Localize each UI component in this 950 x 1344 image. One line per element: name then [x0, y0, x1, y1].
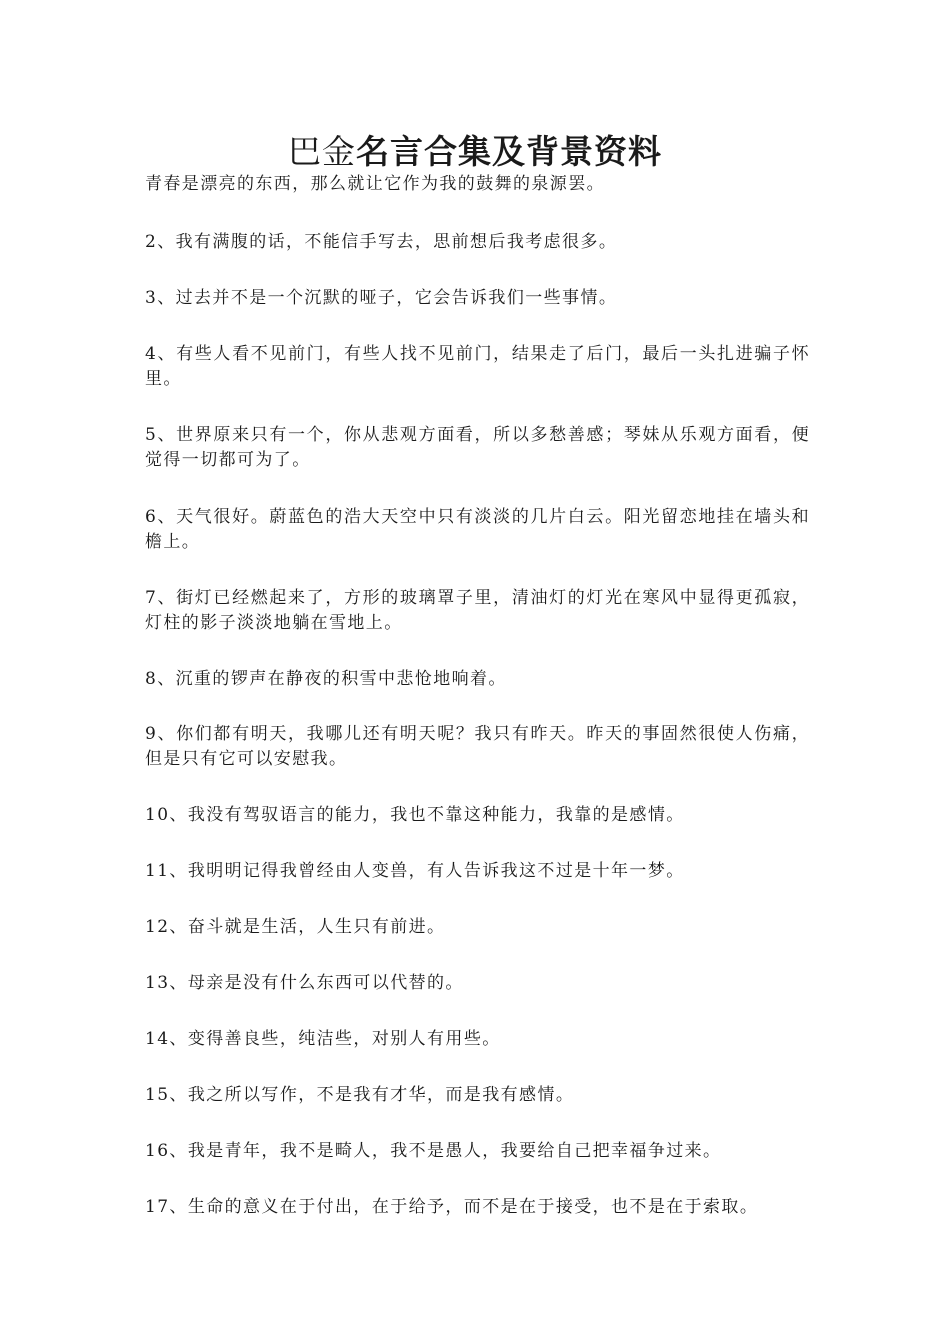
quote-paragraph: 6、天气很好。蔚蓝色的浩大天空中只有淡淡的几片白云。阳光留恋地挂在墙头和檐上。: [145, 507, 810, 552]
quote-paragraph: 17、生命的意义在于付出，在于给予，而不是在于接受，也不是在于索取。: [145, 1197, 759, 1217]
quote-paragraph: 10、我没有驾驭语言的能力，我也不靠这种能力，我靠的是感情。: [145, 805, 685, 825]
quote-paragraph: 5、世界原来只有一个，你从悲观方面看，所以多愁善感；琴妹从乐观方面看，便觉得一切都可为了。: [145, 425, 810, 470]
quote-paragraph: 9、你们都有明天，我哪儿还有明天呢？我只有昨天。昨天的事固然很使人伤痛，但是只有它可以安慰我。: [145, 724, 810, 769]
quote-paragraph: 青春是漂亮的东西，那么就让它作为我的鼓舞的泉源罢。: [145, 174, 605, 194]
title-author: 巴金: [288, 132, 356, 171]
quote-paragraph: 14、变得善良些，纯洁些，对别人有用些。: [145, 1029, 501, 1049]
quote-paragraph: 2、我有满腹的话，不能信手写去，思前想后我考虑很多。: [145, 232, 618, 252]
quote-paragraph: 15、我之所以写作，不是我有才华，而是我有感情。: [145, 1085, 575, 1105]
quote-paragraph: 8、沉重的锣声在静夜的积雪中悲怆地响着。: [145, 669, 507, 689]
quote-paragraph: 7、街灯已经燃起来了，方形的玻璃罩子里，清油灯的灯光在寒风中显得更孤寂，灯柱的影子淡淡地躺在雪地上。: [145, 588, 810, 633]
quote-paragraph: 13、母亲是没有什么东西可以代替的。: [145, 973, 464, 993]
quote-paragraph: 12、奋斗就是生活，人生只有前进。: [145, 917, 446, 937]
document-title: [0, 128, 950, 176]
quote-paragraph: 3、过去并不是一个沉默的哑子，它会告诉我们一些事情。: [145, 288, 618, 308]
quote-paragraph: 11、我明明记得我曾经由人变兽，有人告诉我这不过是十年一梦。: [145, 861, 685, 881]
quote-paragraph: 4、有些人看不见前门，有些人找不见前门，结果走了后门，最后一头扎进骗子怀里。: [145, 344, 810, 389]
quote-paragraph: 16、我是青年，我不是畸人，我不是愚人，我要给自己把幸福争过来。: [145, 1141, 722, 1161]
title-subject: 名言合集及背景资料: [356, 132, 662, 171]
